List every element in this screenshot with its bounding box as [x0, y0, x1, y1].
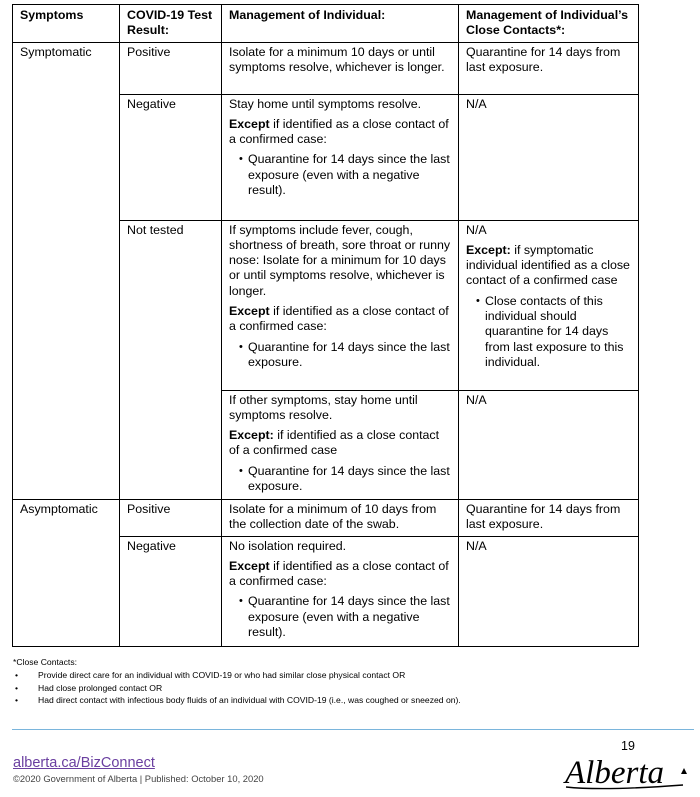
stay-home-text: Stay home until symptoms resolve.	[229, 96, 422, 111]
contacts-cell: Quarantine for 14 days from last exposure.	[459, 499, 639, 536]
test-result-cell: Positive	[120, 499, 222, 536]
except-condition: if symptomatic individual identified as a close contact of a confirmed case	[466, 242, 630, 288]
covid-management-table	[12, 4, 639, 647]
individual-cell	[222, 94, 459, 220]
except-label: Except	[229, 304, 270, 319]
bullet-list	[229, 594, 452, 640]
except-condition: if identified as a close contact of a confirmed case:	[229, 558, 449, 589]
page-number: 19	[621, 739, 635, 753]
list-item: • Quarantine for 14 days since the last exposure.	[248, 464, 452, 495]
bullet-list	[466, 294, 632, 370]
footer-divider	[12, 729, 694, 730]
except-label: Except	[229, 116, 270, 131]
alberta-wordmark: Alberta	[565, 755, 664, 791]
contacts-cell: N/A	[459, 536, 639, 646]
list-item: • Provide direct care for an individual with COVID-19 or who had similar close physical contact OR	[13, 669, 633, 682]
except-condition: if identified as a close contact of a confirmed case:	[229, 304, 449, 334]
except-label: Except:	[466, 242, 511, 257]
test-result-cell: Negative	[120, 536, 222, 646]
test-result-cell: Negative	[120, 94, 222, 220]
header-test-result: COVID-19 Test Result:	[120, 5, 222, 43]
other-symptoms-text: If other symptoms, stay home until symptoms resolve.	[229, 392, 418, 422]
test-result-cell: Positive	[120, 42, 222, 94]
contacts-cell: N/A	[459, 390, 639, 499]
except-text	[229, 428, 452, 459]
individual-cell: Isolate for a minimum 10 days or until symptoms resolve, whichever is longer.	[222, 42, 459, 94]
individual-cell: Isolate for a minimum of 10 days from the collection date of the swab.	[222, 499, 459, 536]
except-condition: if identified as a close contact of a confirmed case:	[229, 116, 449, 147]
except-text	[229, 559, 452, 590]
na-text: N/A	[466, 222, 487, 237]
table-row	[13, 499, 639, 536]
except-text	[229, 304, 452, 335]
list-item: • Had close prolonged contact OR	[13, 682, 633, 695]
bullet-list	[229, 464, 452, 495]
except-label: Except	[229, 558, 270, 573]
list-item: • Quarantine for 14 days since the last exposure.	[248, 340, 452, 371]
no-isolation-text: No isolation required.	[229, 538, 347, 553]
list-item: • Quarantine for 14 days since the last exposure (even with a negative result).	[248, 152, 452, 198]
individual-cell	[222, 390, 459, 499]
except-condition: if identified as a close contact of a confirmed case	[229, 428, 440, 458]
list-item: • Close contacts of this individual should quarantine for 14 days from last exposure to this individual.	[485, 294, 632, 370]
header-management-individual: Management of Individual:	[222, 5, 459, 43]
except-label: Except:	[229, 428, 274, 443]
close-contacts-notes	[13, 656, 633, 707]
bullet-list	[229, 152, 452, 198]
table-row	[13, 42, 639, 94]
contacts-cell: Quarantine for 14 days from last exposure.	[459, 42, 639, 94]
list-item: • Quarantine for 14 days since the last exposure (even with a negative result).	[248, 594, 452, 640]
symptoms-condition-text: If symptoms include fever, cough, shortness of breath, sore throat or runny nose: Isolate for a minimum for 10 days or until symptoms resolve, whichever is longer.	[229, 222, 451, 298]
contacts-cell: N/A	[459, 94, 639, 220]
individual-cell	[222, 536, 459, 646]
bizconnect-link[interactable]: alberta.ca/BizConnect	[13, 755, 155, 771]
table-header-row	[13, 5, 639, 43]
alberta-logo	[563, 752, 695, 792]
group-asymptomatic: Asymptomatic	[13, 499, 120, 646]
header-symptoms: Symptoms	[13, 5, 120, 43]
list-item: • Had direct contact with infectious body fluids of an individual with COVID-19 (i.e., was coughed or sneezed on).	[13, 694, 633, 707]
except-text	[466, 243, 632, 289]
except-text	[229, 117, 452, 148]
notes-list	[13, 669, 633, 707]
individual-cell	[222, 220, 459, 390]
notes-title: *Close Contacts:	[13, 657, 78, 667]
group-symptomatic: Symptomatic	[13, 42, 120, 499]
header-management-contacts: Management of Individual’s Close Contacts*:	[459, 5, 639, 43]
test-result-cell: Not tested	[120, 220, 222, 499]
copyright-text: ©2020 Government of Alberta | Published: October 10, 2020	[13, 773, 264, 784]
logo-peak-icon	[681, 768, 687, 774]
bullet-list	[229, 340, 452, 371]
contacts-cell	[459, 220, 639, 390]
